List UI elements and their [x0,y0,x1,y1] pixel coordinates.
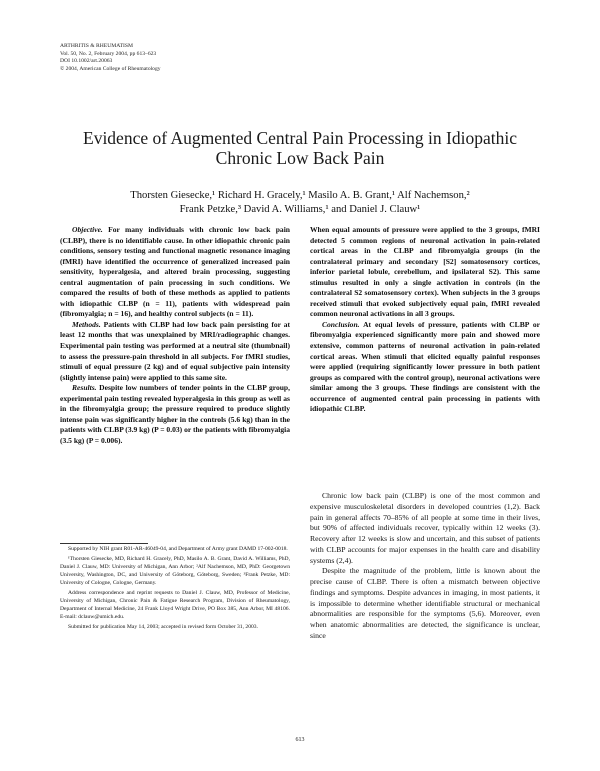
article-body [310,491,540,642]
results-text: Despite low numbers of tender points in the CLBP group, experimental pain testing revealed hyperalgesia in this group as well as in the fibromyalgia group; the pressure required to produce slightly intense pain was significantly higher in the controls (5.6 kg) than in the patients with CLBP (3.9 kg) (P = 0.03) or the patients with fibromyalgia (3.5 kg) (P = 0.006). [60,383,291,445]
title-line-1: Evidence of Augmented Central Pain Processing in Idiopathic [83,128,517,148]
results-heading: Results. [72,383,97,393]
doi: DOI 10.1002/art.20063 [60,58,113,65]
abstract-results [60,383,290,446]
body-paragraph-2: Despite the magnitude of the problem, little is known about the precise cause of CLBP. There is often a mismatch between objective findings and symptoms. Despite advances in imaging, in most patients, it is impossible to determine whether identifiable structural or mechanical abnormalities are responsible for the symptoms (5,6). Moreover, even when anatomic abnormalities are detected, the significance is unclear, since [310,566,540,640]
objective-text: For many individuals with chronic low back pain (CLBP), there is no identifiable cause. In other idiopathic chronic pain conditions, sensory testing and functional magnetic resonance imaging (fMRI) have identified the occurrence of generalized increased pain sensitivity, hyperalgesia, and altered brain processing, suggesting central augmentation of pain processing in such conditions. We compared the results of both of these methods as applied to patients with idiopathic CLBP (n = 11), patients with widespread pain (fibromyalgia; n = 16), and healthy control subjects (n = 11). [60,225,290,319]
methods-heading: Methods. [72,319,101,329]
title-line-2: Chronic Low Back Pain [215,148,385,168]
abstract-left-column [60,225,290,446]
footnote-correspondence: Address correspondence and reprint requests to Daniel J. Clauw, MD, Professor of Medicine, University of Michigan, Chronic Pain & Fatigue Research Program, Division of Rheumatology, Department of Internal Medicine, 24 Frank Lloyd Wright Drive, PO Box 385, Ann Arbor, MI 48106. E-mail: dclauw@umich.edu. [60,589,290,620]
journal-header [60,43,161,73]
abstract-objective [60,225,290,320]
footnote-grant: Supported by NIH grant R01-AR-46049-04, and Department of Army grant DAMD 17-002-0018. [68,546,288,552]
conclusion-heading: Conclusion. [322,319,360,329]
authors-line-2: Frank Petzke,³ David A. Williams,¹ and Daniel J. Clauw¹ [179,204,421,215]
footnote-divider [60,543,148,544]
author-list [120,189,480,217]
results-continued: When equal amounts of pressure were applied to the 3 groups, fMRI detected 5 common regions of neuronal activation in pain-related cortical areas in the CLBP and fibromyalgia groups (in the contralateral primary and secondary [S2] somatosensory cortices, inferior parietal lobule, cerebellum, and ipsilateral S2). This same stimulus resulted in only a single activation in controls (in the contralateral S2 somatosensory cortex). When subjects in the 3 groups received stimuli that evoked subjectively equal pain, fMRI revealed common neuronal activations in all 3 groups. [310,225,540,319]
page-number: 613 [295,737,305,743]
conclusion-text: At equal levels of pressure, patients with CLBP or fibromyalgia experienced significantly more pain and showed more extensive, common patterns of neuronal activation in pain-related cortical areas. When stimuli that elicited equally painful responses were applied (requiring significantly lower pressure in both patient groups as compared with the control group), neuronal activations were similar among the 3 groups. These findings are consistent with the occurrence of augmented central pain processing in patients with idiopathic CLBP. [310,319,540,414]
abstract-conclusion [310,320,540,415]
footnotes [60,546,290,632]
methods-text: Patients with CLBP had low back pain persisting for at least 12 months that was unexplained by MRI/radiographic changes. Experimental pain testing was performed at a neutral site (thumbnail) to assess the pressure-pain threshold in all subjects. For fMRI studies, stimuli of equal pressure (2 kg) and of equal subjective pain intensity (slightly intense pain) were applied to this same site. [60,319,290,382]
copyright: © 2004, American College of Rheumatology [60,65,161,72]
journal-name: ARTHRITIS & RHEUMATISM [60,43,134,49]
footnote-submitted: Submitted for publication May 14, 2003; accepted in revised form October 31, 2003. [68,623,258,630]
body-paragraph-1: Chronic low back pain (CLBP) is one of the most common and expensive musculoskeletal disorders in developed countries (1,2). Back pain in general affects 70–85% of all people at some time in their lives, but 90% of affected individuals recover, typically within 12 weeks (3). Recovery after 12 weeks is slow and uncertain, and this subset of patients with CLBP accounts for major expenses in the health care and disability systems (2,4). [310,491,540,565]
article-title [60,128,540,168]
footnote-affiliations: ¹Thorsten Giesecke, MD, Richard H. Gracely, PhD, Masilo A. B. Grant, David A. Williams, PhD, Daniel J. Clauw, MD: University of Michigan, Ann Arbor; ²Alf Nachemson, MD, PhD: Georgetown University, Washington, DC, and University of Göteborg, Göteborg, Sweden; ³Frank Petzke, MD: University of Cologne, Cologne, Germany. [60,555,290,586]
abstract-right-column [310,225,540,415]
authors-line-1: Thorsten Giesecke,¹ Richard H. Gracely,¹ Masilo A. B. Grant,¹ Alf Nachemson,² [130,190,470,201]
issue-info: Vol. 50, No. 2, February 2004, pp 613–623 [60,50,157,57]
abstract-methods [60,320,290,383]
objective-heading: Objective. [72,225,103,234]
